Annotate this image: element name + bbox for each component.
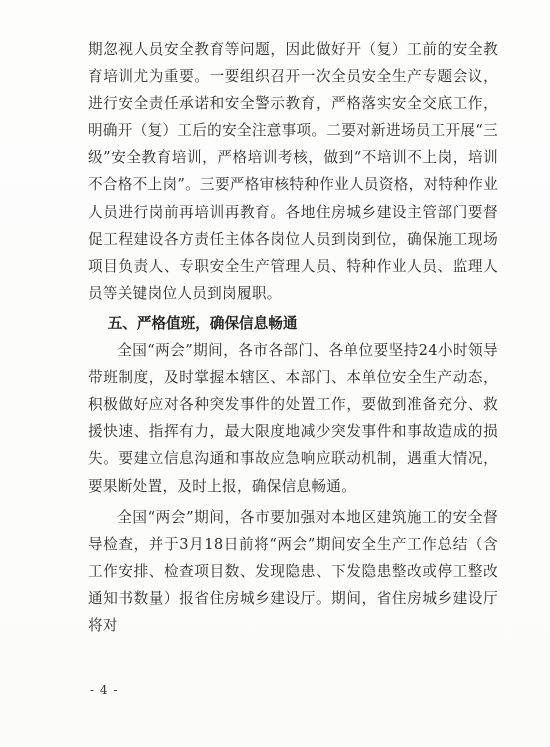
body-paragraph-duty: 全国“两会”期间，各市各部门、各单位要坚持24小时领导带班制度，及时掌握本辖区、本部门、本单位安全生产动态，积极做好应对各种突发事件的处置工作，要做到准备充分、救援快速、指挥有力，最大限度地减少突发事件和事故造成的损失。要建立信息沟通和事故应急响应联动机制，遇重大情况，要果断处置，及时上报，确保信息畅通。 [88,342,498,495]
body-paragraph-continued: 期忽视人员安全教育等问题，因此做好开（复）工前的安全教育培训尤为重要。一要组织召开一次全员安全生产专题会议，进行安全责任承诺和安全警示教育，严格落实安全交底工作，明确开（复）工后的安全注意事项。二要对新进场员工开展“三级”安全教育培训，严格培训考核，做到“不培训不上岗，培训不合格不上岗”。三要严格审核特种作业人员资格，对特种作业人员进行岗前再培训再教育。各地住房城乡建设主管部门要督促工程建设各方责任主体各岗位人员到岗到位，确保施工现场项目负责人、专职安全生产管理人员、特种作业人员、监理人员等关键岗位人员到岗履职。 [88,41,498,302]
body-paragraph-inspection: 全国“两会”期间，各市要加强对本地区建筑施工的安全督导检查，并于3月18日前将“两会”期间安全生产工作总结（含工作安排、检查项目数、发现隐患、下发隐患整改或停工整改通知书数量）报省住房城乡建设厅。期间，省住房城乡建设厅将对 [88,508,498,634]
section-heading: 五、严格值班，确保信息畅通 [107,314,298,332]
page-number: - 4 - [90,683,119,697]
document-body [88,36,498,639]
